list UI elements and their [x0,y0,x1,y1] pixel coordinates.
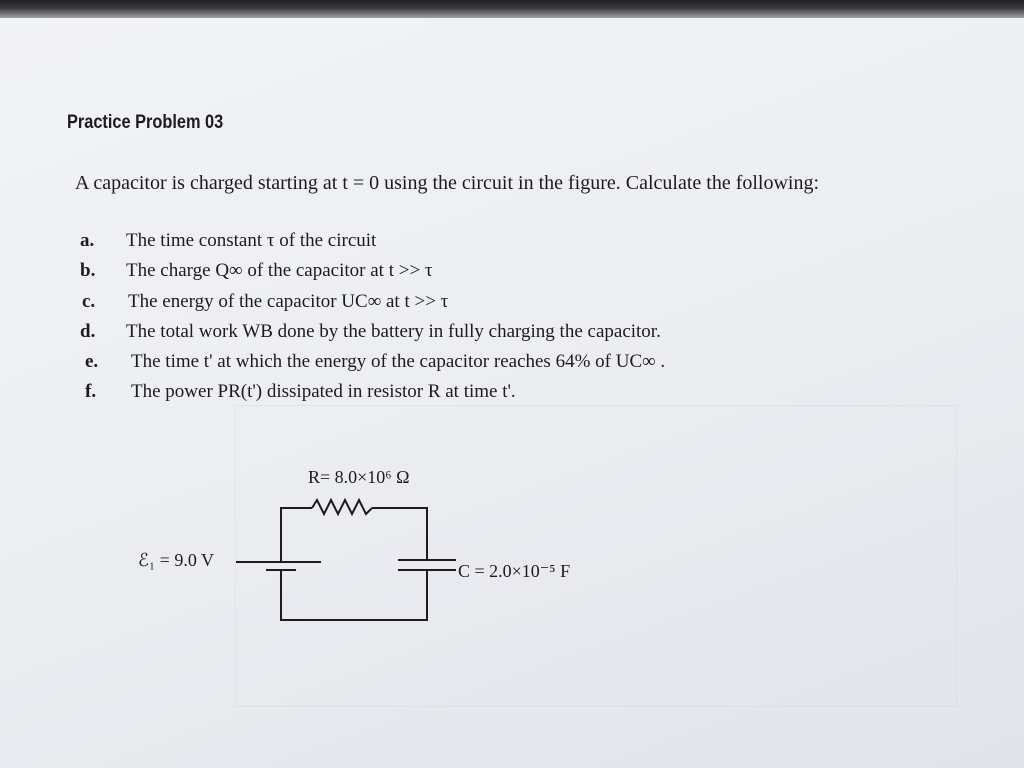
question-letter: c. [82,291,96,312]
resistor-label: R= 8.0×10⁶ Ω [308,467,410,487]
question-letter: d. [80,321,96,342]
problem-intro: A capacitor is charged starting at t = 0 using the circuit in the figure. Calculate the following: [75,172,820,194]
question-text: The total work WB done by the battery in fully charging the capacitor. [126,321,661,342]
question-letter: a. [80,230,95,251]
question-letter: b. [80,260,96,281]
question-text: The energy of the capacitor UC∞ at t >> τ [128,291,449,312]
question-text: The time t' at which the energy of the capacitor reaches 64% of UC∞ . [131,351,666,372]
question-letter: f. [85,381,97,402]
question-text: The time constant τ of the circuit [126,230,377,251]
bottom-wire [281,570,427,620]
top-wire-right [372,508,427,560]
emf-label: ℰ₁ = 9.0 V [138,550,214,570]
question-text: The power PR(t') dissipated in resistor R at time t'. [131,381,516,402]
question-text: The charge Q∞ of the capacitor at t >> τ [126,260,433,281]
resistor-zigzag [312,500,372,514]
question-letter: e. [85,351,99,372]
top-wire-left [281,508,312,562]
capacitor-label: C = 2.0×10⁻⁵ F [458,561,571,581]
problem-title: Practice Problem 03 [67,112,224,133]
